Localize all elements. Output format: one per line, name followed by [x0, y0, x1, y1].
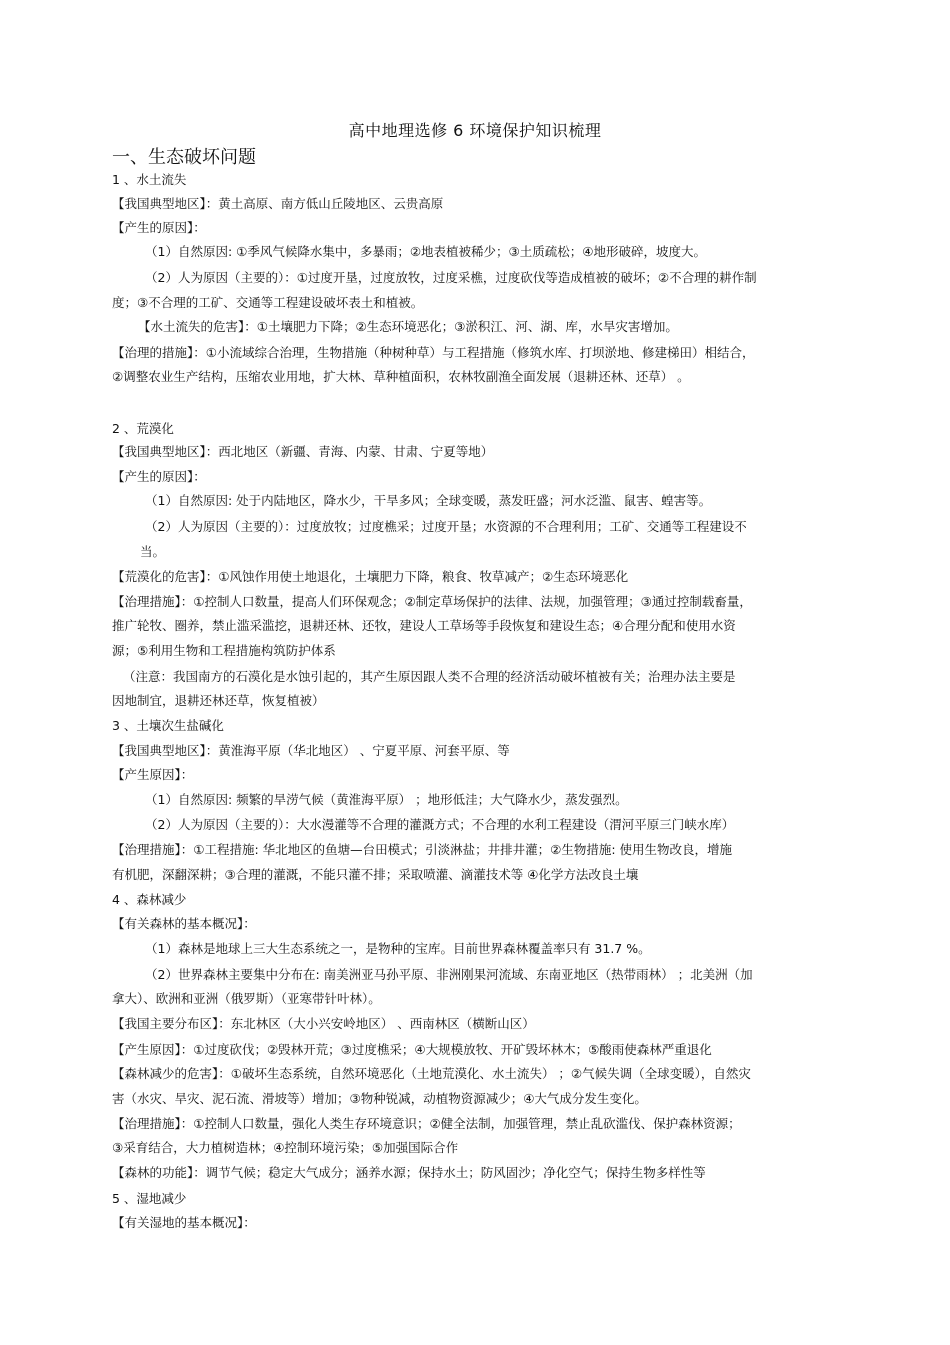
text-line: 【我国典型地区】：黄淮海平原（华北地区） 、宁夏平原、河套平原、等 — [112, 743, 510, 758]
text-line: 【产生原因】：①过度砍伐；②毁林开荒；③过度樵采；④大规模放牧、开矿毁坏林木；⑤酸雨使森林严重退化 — [112, 1042, 712, 1057]
text-line: 拿大）、欧洲和亚洲（俄罗斯）（亚寒带针叶林）。 — [112, 991, 381, 1006]
subsection-heading: 3 、土壤次生盐碱化 — [112, 718, 224, 733]
text-line: 【荒漠化的危害】：①风蚀作用使土地退化，土壤肥力下降，粮食、牧草减产；②生态环境恶化 — [112, 569, 629, 584]
text-line: 【有关湿地的基本概况】： — [112, 1215, 256, 1230]
text-line: （注意：我国南方的石漠化是水蚀引起的，其产生原因跟人类不合理的经济活动破坏植被有关；治理办法主要是 — [123, 669, 736, 684]
text-line: 【产生的原因】： — [112, 469, 206, 484]
section-heading: 一、生态破坏问题 — [112, 147, 256, 168]
subsection-heading: 4 、森林减少 — [112, 892, 187, 907]
text-line: 【我国主要分布区】：东北林区（大小兴安岭地区） 、西南林区（横断山区） — [112, 1016, 535, 1031]
text-line: （2）人为原因（主要的）：过度放牧；过度樵采；过度开垦；水资源的不合理利用；工矿、交通等工程建设不 — [145, 519, 747, 534]
text-line: （2）人为原因（主要的）：大水漫灌等不合理的灌溉方式；不合理的水利工程建设（渭河平原三门峡水库） — [145, 817, 735, 832]
text-line: （2）人为原因（主要的）：①过度开垦，过度放牧，过度采樵，过度砍伐等造成植被的破坏；②不合理的耕作制 — [145, 270, 757, 285]
text-line: 【有关森林的基本概况】： — [112, 916, 256, 931]
text-line: 【治理措施】：①控制人口数量，提高人们环保观念；②制定草场保护的法律、法规，加强管理；③通过控制载畜量， — [112, 594, 752, 609]
text-line: 【我国典型地区】：西北地区（新疆、青海、内蒙、甘肃、宁夏等地） — [112, 444, 494, 459]
text-line: 因地制宜，退耕还林还草，恢复植被） — [112, 693, 325, 708]
text-line: 【治理的措施】：①小流域综合治理，生物措施（种树种草）与工程措施（修筑水库、打坝淤地、修建梯田）相结合， — [112, 345, 755, 360]
text-line: 害（水灾、旱灾、泥石流、滑坡等）增加；③物种锐减，动植物资源减少；④大气成分发生变化。 — [112, 1091, 647, 1106]
text-line: 有机肥，深翻深耕；③合理的灌溉，不能只灌不排；采取喷灌、滴灌技术等 ④化学方法改良土壤 — [112, 867, 639, 882]
text-line: 【森林减少的危害】：①破坏生态系统，自然环境恶化（土地荒漠化、水土流失） ；②气候失调（全球变暖），自然灾 — [112, 1066, 751, 1081]
text-line: 度；③不合理的工矿、交通等工程建设破坏表土和植被。 — [112, 295, 424, 310]
text-line: 【治理措施】：①控制人口数量，强化人类生存环境意识；②健全法制，加强管理，禁止乱砍滥伐、保护森林资源； — [112, 1116, 741, 1131]
text-line: 推广轮牧、圈养，禁止滥采滥挖，退耕还林、还牧，建设人工草场等手段恢复和建设生态；④合理分配和使用水资 — [112, 618, 736, 633]
subsection-heading: 2 、荒漠化 — [112, 421, 174, 436]
subsection-heading: 5 、湿地减少 — [112, 1191, 187, 1206]
text-line: 【我国典型地区】：黄土高原、南方低山丘陵地区、云贵高原 — [112, 196, 444, 211]
text-line: 当。 — [140, 544, 166, 559]
text-line: （1）自然原因: 频繁的旱涝气候（黄淮海平原） ；地形低洼；大气降水少，蒸发强烈。 — [145, 792, 628, 807]
subsection-heading: 1 、水土流失 — [112, 172, 187, 187]
text-line: 【产生原因】： — [112, 767, 194, 782]
text-line: 【森林的功能】：调节气候；稳定大气成分；涵养水源；保持水土；防风固沙；净化空气；保持生物多样性等 — [112, 1165, 706, 1180]
text-line: 【产生的原因】： — [112, 220, 206, 235]
text-line: 【水土流失的危害】：①土壤肥力下降；②生态环境恶化；③淤积江、河、湖、库，水旱灾害增加。 — [138, 319, 678, 334]
text-line: 源；⑤利用生物和工程措施构筑防护体系 — [112, 643, 336, 658]
text-line: （1）森林是地球上三大生态系统之一，是物种的宝库。目前世界森林覆盖率只有 31.7 %。 — [145, 941, 651, 956]
text-line: （2）世界森林主要集中分布在: 南美洲亚马孙平原、非洲刚果河流域、东南亚地区（热带雨林） ；北美洲（加 — [145, 967, 753, 982]
text-line: （1）自然原因: 处于内陆地区，降水少，干旱多风；全球变暖，蒸发旺盛；河水泛滥、鼠害、蝗害等。 — [145, 493, 712, 508]
text-line: （1）自然原因: ①季风气候降水集中，多暴雨；②地表植被稀少；③土质疏松；④地形破碎，坡度大。 — [145, 244, 706, 259]
text-line: ②调整农业生产结构，压缩农业用地，扩大林、草种植面积，农林牧副渔全面发展（退耕还林、还草） 。 — [112, 369, 690, 384]
text-line: 【治理措施】：①工程措施: 华北地区的鱼塘—台田模式；引淡淋盐；井排井灌；②生物措施: 使用生物改良，增施 — [112, 842, 733, 857]
text-line: ③采育结合，大力植树造林；④控制环境污染；⑤加强国际合作 — [112, 1140, 459, 1155]
document-title: 高中地理选修 6 环境保护知识梳理 — [348, 121, 602, 140]
